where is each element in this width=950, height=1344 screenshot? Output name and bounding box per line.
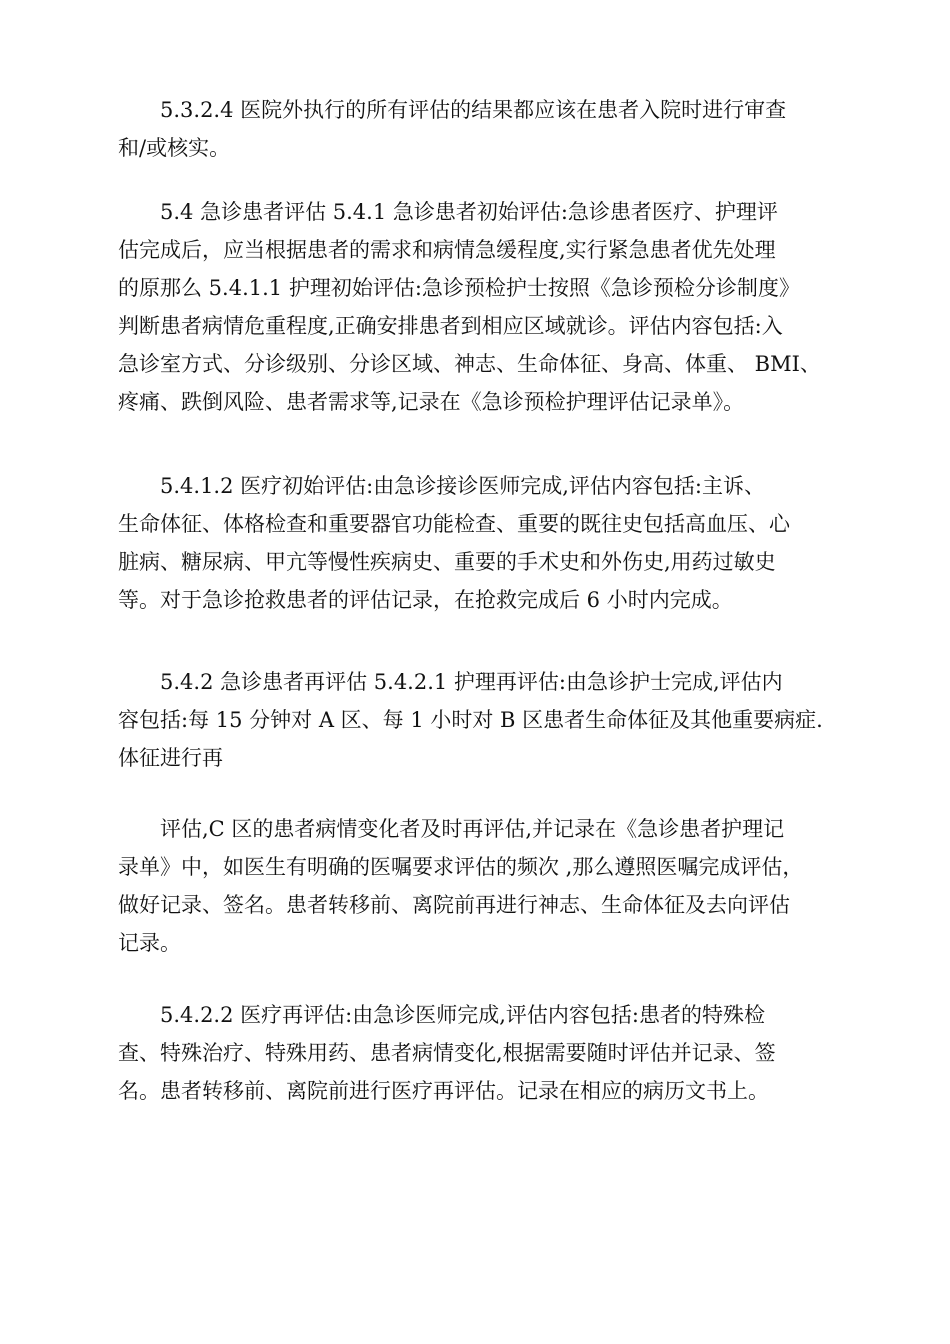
paragraph-reassessment-continued	[118, 810, 803, 962]
text-line: 疼痛、跌倒风险、患者需求等,记录在《急诊预检护理评估记录单》。	[118, 390, 745, 414]
text-line: 判断患者病情危重程度,正确安排患者到相应区域就诊。评估内容包括:入	[118, 314, 783, 338]
text-line: 录单》中，如医生有明确的医嘱要求评估的频次 ,那么遵照医嘱完成评估，	[118, 855, 804, 879]
text-line: 脏病、糖尿病、甲亢等慢性疾病史、重要的手术史和外伤史,用药过敏史	[118, 550, 776, 574]
text-line: 5.3.2.4 医院外执行的所有评估的结果都应该在患者入院时进行审查	[160, 98, 787, 122]
text-line: 容包括:每 15 分钟对 A 区、每 1 小时对 B 区患者生命体征及其他重要病症.	[118, 708, 823, 732]
text-line: 5.4.2 急诊患者再评估 5.4.2.1 护理再评估:由急诊护士完成,评估内	[160, 670, 783, 694]
text-line: 记录。	[118, 931, 181, 955]
text-line: 评估,C 区的患者病情变化者及时再评估,并记录在《急诊患者护理记	[160, 817, 785, 841]
paragraph-5-3-2-4	[118, 91, 786, 167]
text-line: 查、特殊治疗、特殊用药、患者病情变化,根据需要随时评估并记录、签	[118, 1041, 776, 1065]
text-line: 5.4 急诊患者评估 5.4.1 急诊患者初始评估:急诊患者医疗、护理评	[160, 200, 778, 224]
text-line: 和/或核实。	[118, 136, 231, 160]
text-line: 5.4.1.2 医疗初始评估:由急诊接诊医师完成,评估内容包括:主诉、	[160, 474, 765, 498]
text-line: 急诊室方式、分诊级别、分诊区域、神志、生命体征、身高、体重、 BMI、	[118, 352, 821, 376]
paragraph-5-4-2-2	[118, 996, 776, 1110]
text-line: 名。患者转移前、离院前进行医疗再评估。记录在相应的病历文书上。	[118, 1079, 769, 1103]
text-line: 做好记录、签名。患者转移前、离院前再进行神志、生命体征及去向评估	[118, 893, 790, 917]
paragraph-5-4	[118, 193, 821, 421]
paragraph-5-4-1-2	[118, 467, 790, 619]
paragraph-5-4-2	[118, 663, 823, 777]
text-line: 等。对于急诊抢救患者的评估记录，在抢救完成后 6 小时内完成。	[118, 588, 733, 612]
text-line: 估完成后，应当根据患者的需求和病情急缓程度,实行紧急患者优先处理	[118, 238, 776, 262]
text-line: 生命体征、体格检查和重要器官功能检查、重要的既往史包括高血压、心	[118, 512, 790, 536]
text-line: 的原那么 5.4.1.1 护理初始评估:急诊预检护士按照《急诊预检分诊制度》	[118, 276, 800, 300]
text-line: 体征进行再	[118, 746, 223, 770]
text-line: 5.4.2.2 医疗再评估:由急诊医师完成,评估内容包括:患者的特殊检	[160, 1003, 765, 1027]
